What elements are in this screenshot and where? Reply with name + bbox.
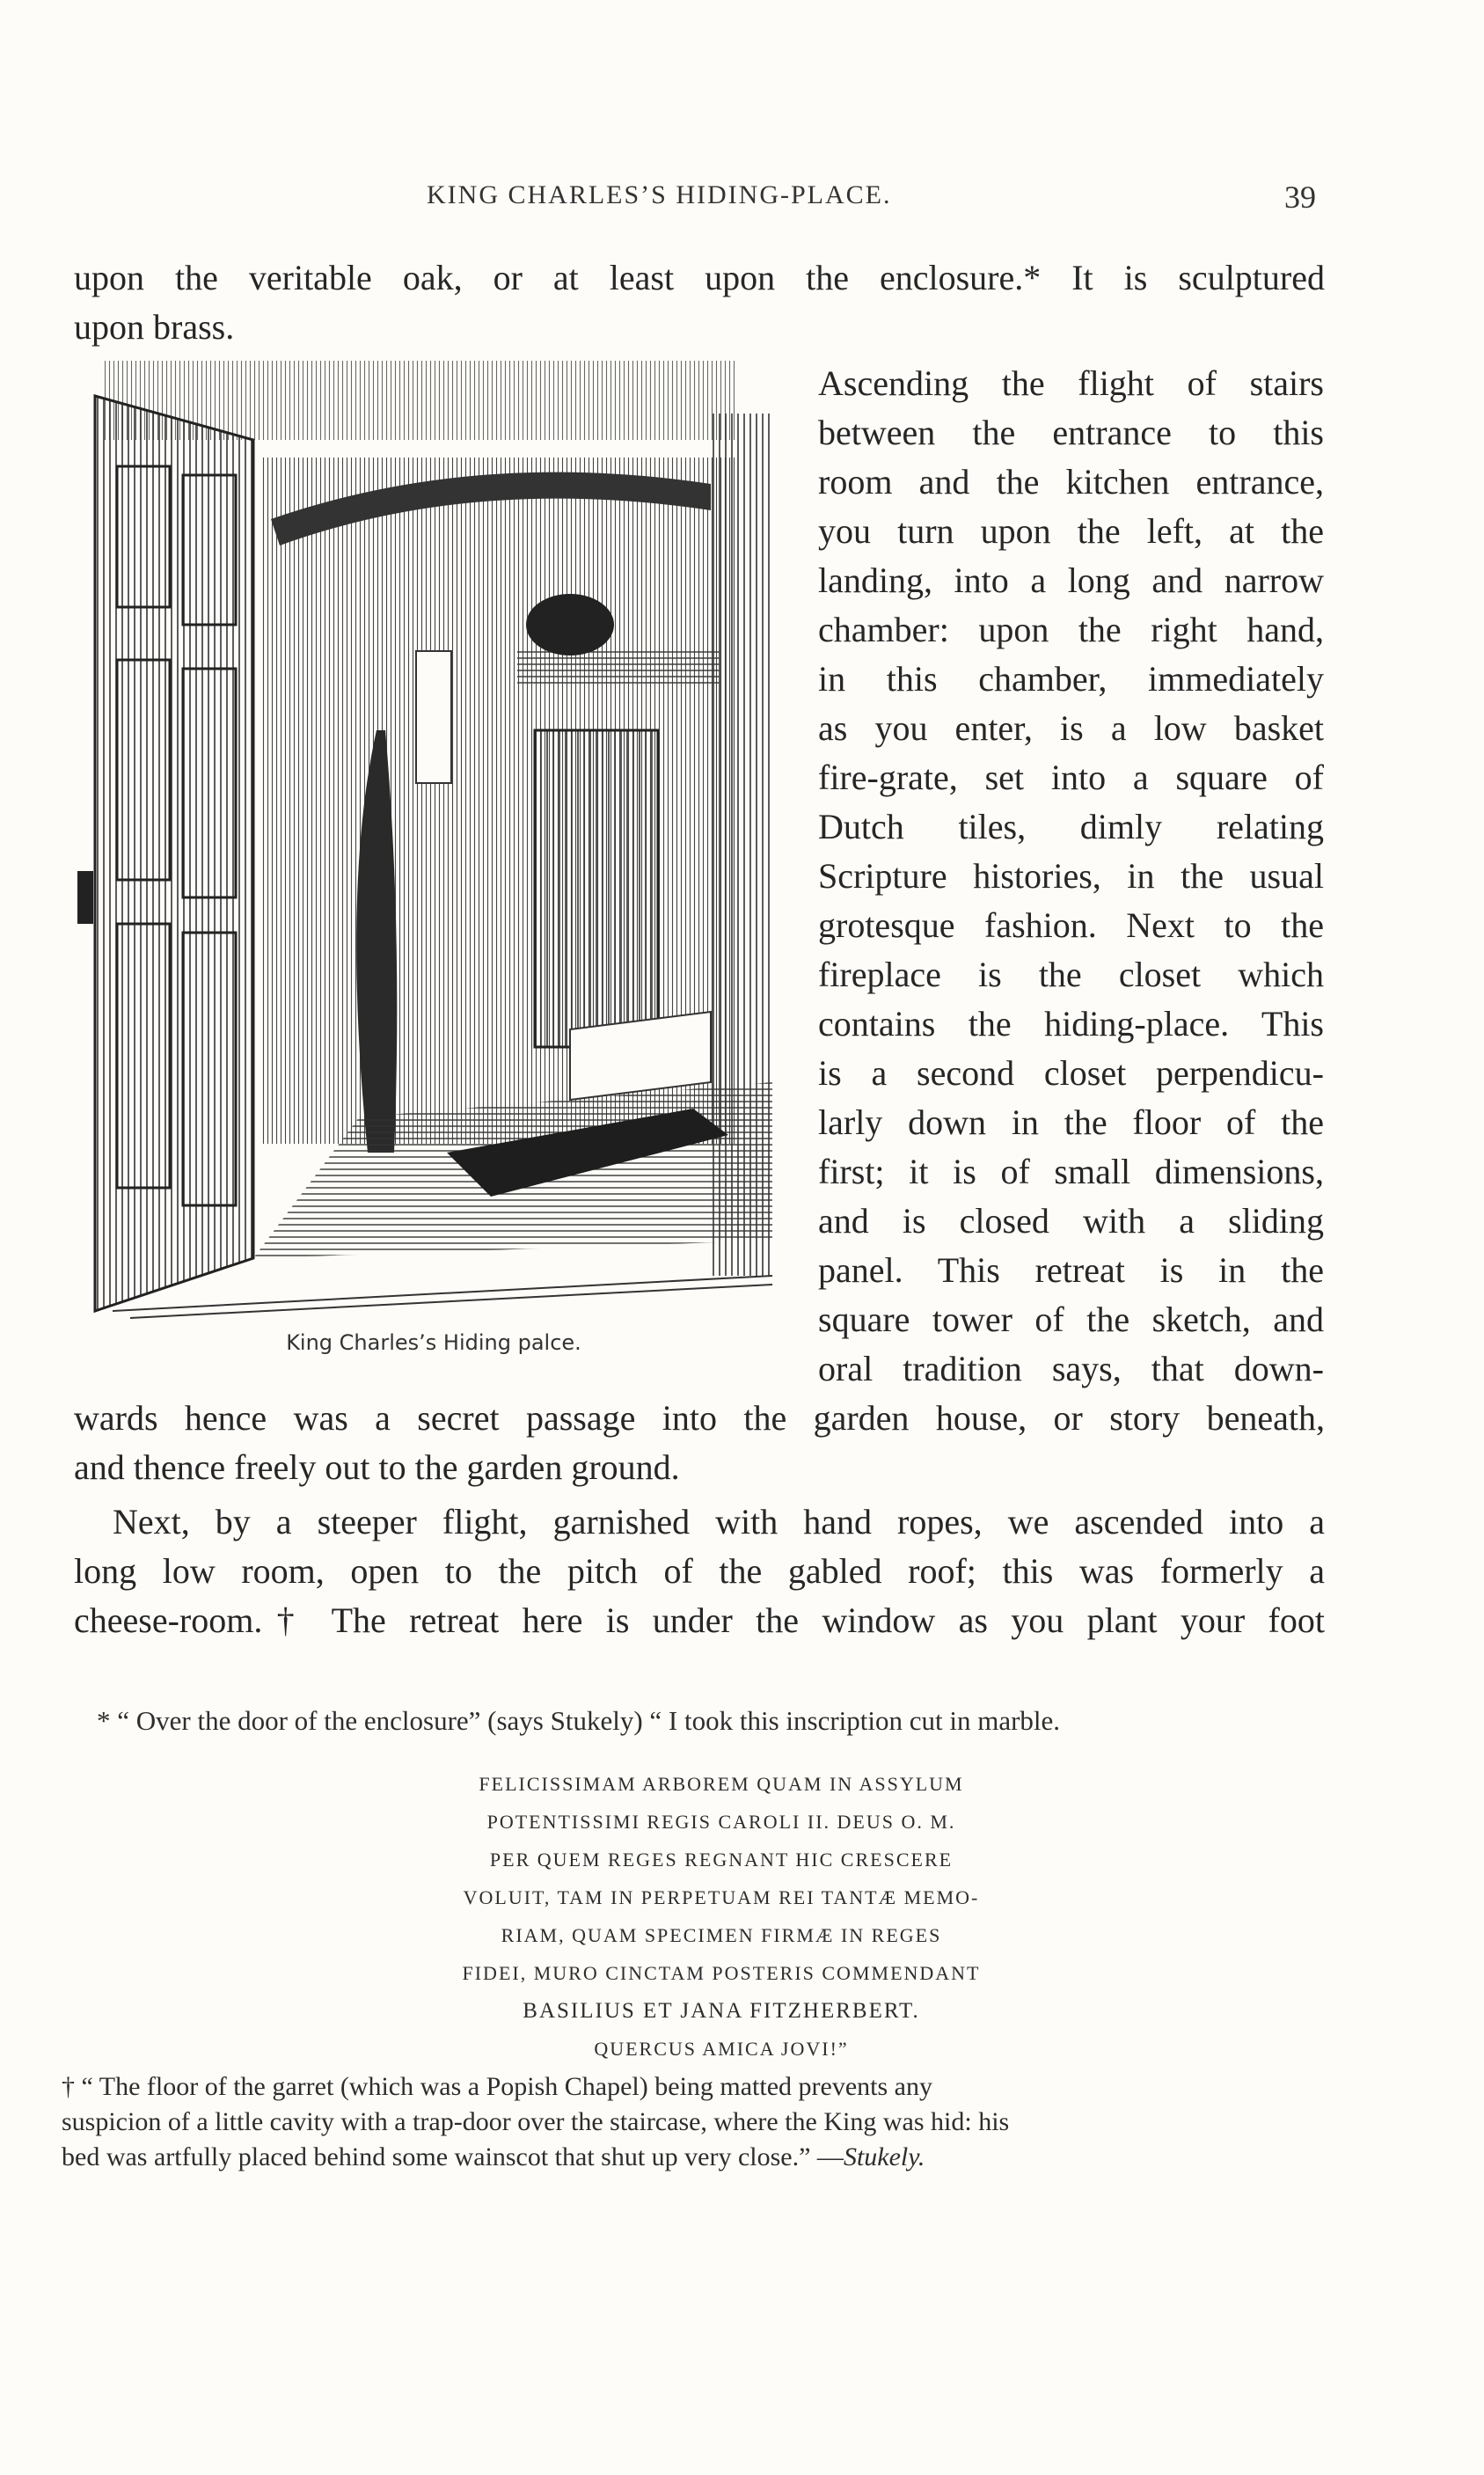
text-line: first; it is of small dimensions, (818, 1152, 1324, 1191)
text-line: square tower of the sketch, and (818, 1300, 1324, 1339)
paragraph-2-tail (74, 1394, 1325, 1492)
inscription-line: QUERCUS AMICA JOVI!” (594, 2038, 849, 2060)
text-line: landing, into a long and narrow (818, 560, 1324, 600)
page-header (0, 180, 1484, 224)
text-line: panel. This retreat is in the (818, 1250, 1324, 1290)
inscription-line: VOLUIT, TAM IN PERPETUAM REI TANTÆ MEMO- (463, 1886, 980, 1908)
text-line: fireplace is the closet which (818, 955, 1324, 994)
paragraph-1-line-2: upon brass. (74, 307, 235, 347)
footnote-signature: Stukely. (843, 2142, 925, 2171)
paragraph-1-line-1: upon the veritable oak, or at least upon the enclosure.* It is sculptured (74, 258, 1325, 297)
paragraph-2 (818, 359, 1324, 1394)
text-line: grotesque fashion. Next to the (818, 905, 1324, 945)
text-line: and is closed with a sliding (818, 1201, 1324, 1241)
text-line: and thence freely out to the garden ground. (74, 1447, 680, 1487)
footnote-line-text: bed was artfully placed behind some wainscot that shut up very close.” — (62, 2142, 844, 2171)
text-line: Dutch tiles, dimly relating (818, 807, 1324, 846)
text-line: you turn upon the left, at the (818, 511, 1324, 551)
text-line: Scripture histories, in the usual (818, 856, 1324, 896)
inscription-line: RIAM, QUAM SPECIMEN FIRMÆ IN REGES (501, 1924, 942, 1946)
hiding-place-engraving (77, 361, 790, 1344)
footnote-line (62, 2140, 1325, 2175)
inscription-line: POTENTISSIMI REGIS CAROLI II. DEUS O. M. (486, 1811, 956, 1833)
text-line: fire-grate, set into a square of (818, 758, 1324, 797)
text-line: between the entrance to this (818, 413, 1324, 452)
figure-caption: King Charles’s Hiding palce. (286, 1330, 581, 1355)
text-line: long low room, open to the pitch of the gabled roof; this was formerly a (74, 1551, 1325, 1591)
footnote-2 (62, 2069, 1325, 2175)
text-line: cheese-room.† The retreat here is under the window as you plant your foot (74, 1600, 1325, 1640)
text-line: larly down in the floor of the (818, 1102, 1324, 1142)
inscription-line: BASILIUS ET JANA FITZHERBERT. (523, 1999, 920, 2023)
inscription-line: PER QUEM REGES REGNANT HIC CRESCERE (489, 1849, 954, 1871)
footnote-line: † “ The floor of the garret (which was a Popish Chapel) being matted prevents any (62, 2072, 932, 2101)
engraving-drawing (77, 361, 790, 1329)
text-line: wards hence was a secret passage into the garden house, or story beneath, (74, 1398, 1325, 1438)
text-line: chamber: upon the right hand, (818, 610, 1324, 649)
footnote-1: * “ Over the door of the enclosure” (says Stukely) “ I took this inscription cut in marble. (97, 1705, 1061, 1736)
paragraph-3 (74, 1497, 1325, 1645)
text-line: Next, by a steeper flight, garnished with hand ropes, we ascended into a (113, 1502, 1325, 1541)
text-line: Ascending the flight of stairs (818, 363, 1324, 403)
text-line: contains the hiding-place. This (818, 1004, 1324, 1043)
text-line: oral tradition says, that down- (818, 1349, 1324, 1388)
marble-inscription (387, 1765, 1056, 2068)
text-line: room and the kitchen entrance, (818, 462, 1324, 502)
text-line: in this chamber, immediately (818, 659, 1324, 699)
running-head: KING CHARLES’S HIDING-PLACE. (427, 180, 892, 209)
page-number: 39 (1284, 179, 1316, 215)
footnote-line: suspicion of a little cavity with a trap-door over the staircase, where the King was hid: his (62, 2107, 1010, 2136)
inscription-line: FIDEI, MURO CINCTAM POSTERIS COMMENDANT (462, 1962, 981, 1984)
inscription-line: FELICISSIMAM ARBOREM QUAM IN ASSYLUM (479, 1773, 964, 1795)
text-line: is a second closet perpendicu- (818, 1053, 1324, 1093)
text-line: as you enter, is a low basket (818, 708, 1324, 748)
